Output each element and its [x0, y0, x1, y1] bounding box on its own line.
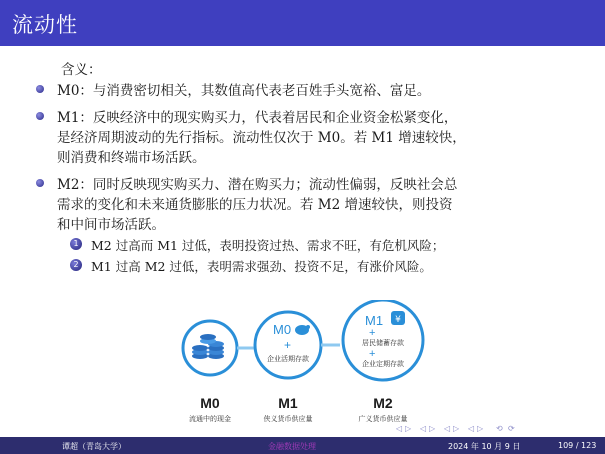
bullet-m1-line-3: 则消费和终端市场活跃。 [57, 150, 206, 166]
number-badge-1: 1 [70, 238, 82, 250]
m1-component: 企业活期存款 [267, 355, 309, 363]
nav-next-section-icon[interactable]: ▷ [453, 424, 460, 433]
footer-course: 金融数据处理 [268, 442, 316, 451]
footer-author: 谭超（青岛大学） [62, 442, 126, 451]
bullet-m0-line-1: M0：与消费密切相关，其数值高代表老百姓手头宽裕、富足。 [57, 83, 431, 99]
nav-prev-section-icon[interactable]: ◁ [444, 424, 451, 433]
subitem-2-text: M1 过高 M2 过低，表明需求强劲、投资不足，有涨价风险。 [91, 259, 432, 274]
m0-caption: 流通中的现金 [189, 415, 231, 423]
m1-inner-label: M0 [273, 322, 292, 337]
nav-prev-page-icon[interactable]: ◁ [468, 424, 475, 433]
number-badge-2: 2 [70, 259, 82, 271]
m0-label: M0 [200, 395, 220, 411]
m2-label: M2 [373, 395, 393, 411]
intro-text: 含义： [61, 62, 102, 78]
nav-next-frame-icon[interactable]: ▷ [405, 424, 412, 433]
footer-page-number: 109 / 123 [558, 441, 597, 450]
footer-date: 2024 年 10 月 9 日 [448, 442, 521, 451]
m1-circle [255, 312, 321, 378]
nav-search-icon[interactable]: ⟳ [508, 424, 515, 433]
m2-plus-1: + [369, 327, 376, 339]
svg-text:¥: ¥ [395, 315, 401, 325]
bullet-m2-line-2: 需求的变化和未来通货膨胀的压力状况。若 M2 增速较快，则投资 [57, 197, 453, 213]
m2-component-1: 居民储蓄存款 [362, 339, 404, 347]
bullet-m1-line-1: M1：反映经济中的现实购买力，代表着居民和企业资金松紧变化， [57, 110, 458, 126]
nav-next-page-icon[interactable]: ▷ [477, 424, 484, 433]
bullet-icon [36, 179, 44, 187]
m2-circle [343, 300, 423, 380]
navigation-bar [396, 424, 605, 436]
m1-label: M1 [278, 395, 298, 411]
nav-prev-subsection-icon[interactable]: ◁ [420, 424, 427, 433]
m2-component-2: 企业定期存款 [362, 360, 404, 368]
money-bag-icon [391, 311, 405, 325]
m1-caption: 侠义货币供应量 [263, 415, 313, 423]
bullet-m2-line-1: M2：同时反映现实购买力、潜在购买力；流动性偏弱，反映社会总 [57, 177, 458, 193]
footer-bar [0, 437, 605, 454]
money-supply-diagram [170, 300, 440, 430]
m2-inner-label: M1 [365, 313, 384, 328]
bullet-m1-line-2: 是经济周期波动的先行指标。流动性仅次于 M0。若 M1 增速较快， [57, 130, 466, 146]
m2-plus-2: + [369, 348, 376, 360]
nav-next-subsection-icon[interactable]: ▷ [429, 424, 436, 433]
title-bar [0, 0, 605, 46]
m1-plus: + [284, 338, 292, 352]
nav-prev-frame-icon[interactable]: ◁ [396, 424, 403, 433]
m0-circle [183, 321, 237, 375]
bullet-m2-line-3: 和中间市场活跃。 [57, 217, 165, 233]
slide-title: 流动性 [12, 13, 78, 37]
subitem-1-text: M2 过高而 M1 过低，表明投资过热、需求不旺，有危机风险； [91, 238, 445, 253]
bullet-icon [36, 85, 44, 93]
bullet-icon [36, 112, 44, 120]
nav-back-icon[interactable]: ⟲ [496, 424, 503, 433]
m2-caption: 广义货币供应量 [358, 415, 408, 423]
